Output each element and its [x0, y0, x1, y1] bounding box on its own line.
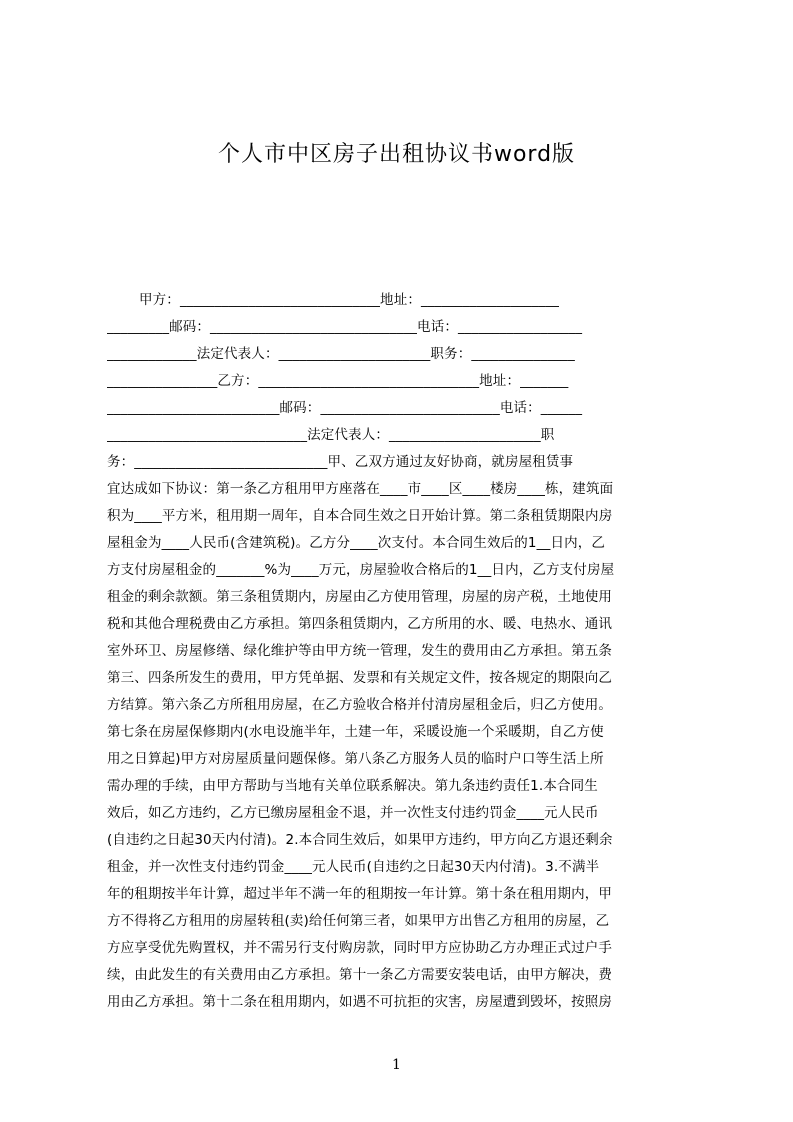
body-line: 宜达成如下协议：第一条乙方租用甲方座落在____市____区____楼房____栋，建筑面 — [107, 481, 614, 497]
body-line: 需办理的手续，由甲方帮助与当地有关单位联系解决。第九条违约责任1.本合同生 — [107, 778, 598, 794]
page-number: 1 — [392, 1057, 401, 1073]
body-line: _____________法定代表人：______________________职务：_______________ — [107, 346, 575, 362]
body-line: 续，由此发生的有关费用由乙方承担。第十一条乙方需要安装电话，由甲方解决，费 — [107, 967, 613, 983]
body-line: 第三、四条所发生的费用，甲方凭单据、发票和有关规定文件，按各规定的期限向乙 — [107, 670, 613, 686]
body-line: 税和其他合理税费由乙方承担。第四条租赁期内，乙方所用的水、暖、电热水、通讯 — [107, 616, 613, 632]
body-line: 甲方：_____________________________地址：____________________ — [139, 292, 559, 308]
body-line: 积为____平方米，租用期一周年，自本合同生效之日开始计算。第二条租赁期限内房 — [107, 508, 613, 524]
body-line: (自违约之日起30天内付清)。2.本合同生效后，如果甲方违约，甲方向乙方退还剩余 — [107, 832, 613, 848]
body-line: 屋租金为____人民币(含建筑税)。乙方分____次支付。本合同生效后的1__日内，乙 — [107, 535, 606, 551]
body-line: 方应享受优先购置权，并不需另行支付购房款，同时甲方应协助乙方办理正式过户手 — [107, 940, 613, 956]
body-line: 室外环卫、房屋修缮、绿化维护等由甲方统一管理，发生的费用由乙方承担。第五条 — [107, 643, 613, 659]
body-line: _________邮码：______________________________电话：__________________ — [107, 319, 583, 335]
body-line: 租金，并一次性支付违约罚金____元人民币(自违约之日起30天内付清)。3.不满半 — [107, 859, 600, 875]
body-line: 方支付房屋租金的_______%为____万元，房屋验收合格后的1__日内，乙方支付房屋 — [107, 562, 615, 578]
body-line: 第七条在房屋保修期内(水电设施半年，土建一年，采暖设施一个采暖期，自乙方使 — [107, 724, 604, 740]
body-line: 用之日算起)甲方对房屋质量问题保修。第八条乙方服务人员的临时户口等生活上所 — [107, 751, 604, 767]
body-line: 效后，如乙方违约，乙方已缴房屋租金不退，并一次性支付违约罚金____元人民币 — [107, 805, 599, 821]
body-line: _____________________________法定代表人：______________________职 — [107, 427, 555, 443]
body-line: 用由乙方承担。第十二条在租用期内，如遇不可抗拒的灾害，房屋遭到毁坏，按照房 — [107, 994, 613, 1010]
body-line: 年的租期按半年计算，超过半年不满一年的租期按一年计算。第十条在租用期内，甲 — [107, 886, 613, 902]
body-line: ________________乙方：________________________________地址：_______ — [107, 373, 569, 389]
body-line: 方不得将乙方租用的房屋转租(卖)给任何第三者，如果甲方出售乙方租用的房屋，乙 — [107, 913, 610, 929]
body-line: 租金的剩余款额。第三条租赁期内，房屋由乙方使用管理，房屋的房产税，土地使用 — [107, 589, 613, 605]
document-body — [107, 287, 699, 1016]
body-line: 方结算。第六条乙方所租用房屋，在乙方验收合格并付清房屋租金后，归乙方使用。 — [107, 697, 613, 713]
body-line: 务：____________________________甲、乙双方通过友好协商，就房屋租赁事 — [107, 454, 574, 470]
body-line: _________________________邮码：__________________________电话：______ — [107, 400, 583, 416]
document-title: 个人市中区房子出租协议书word版 — [217, 142, 576, 167]
